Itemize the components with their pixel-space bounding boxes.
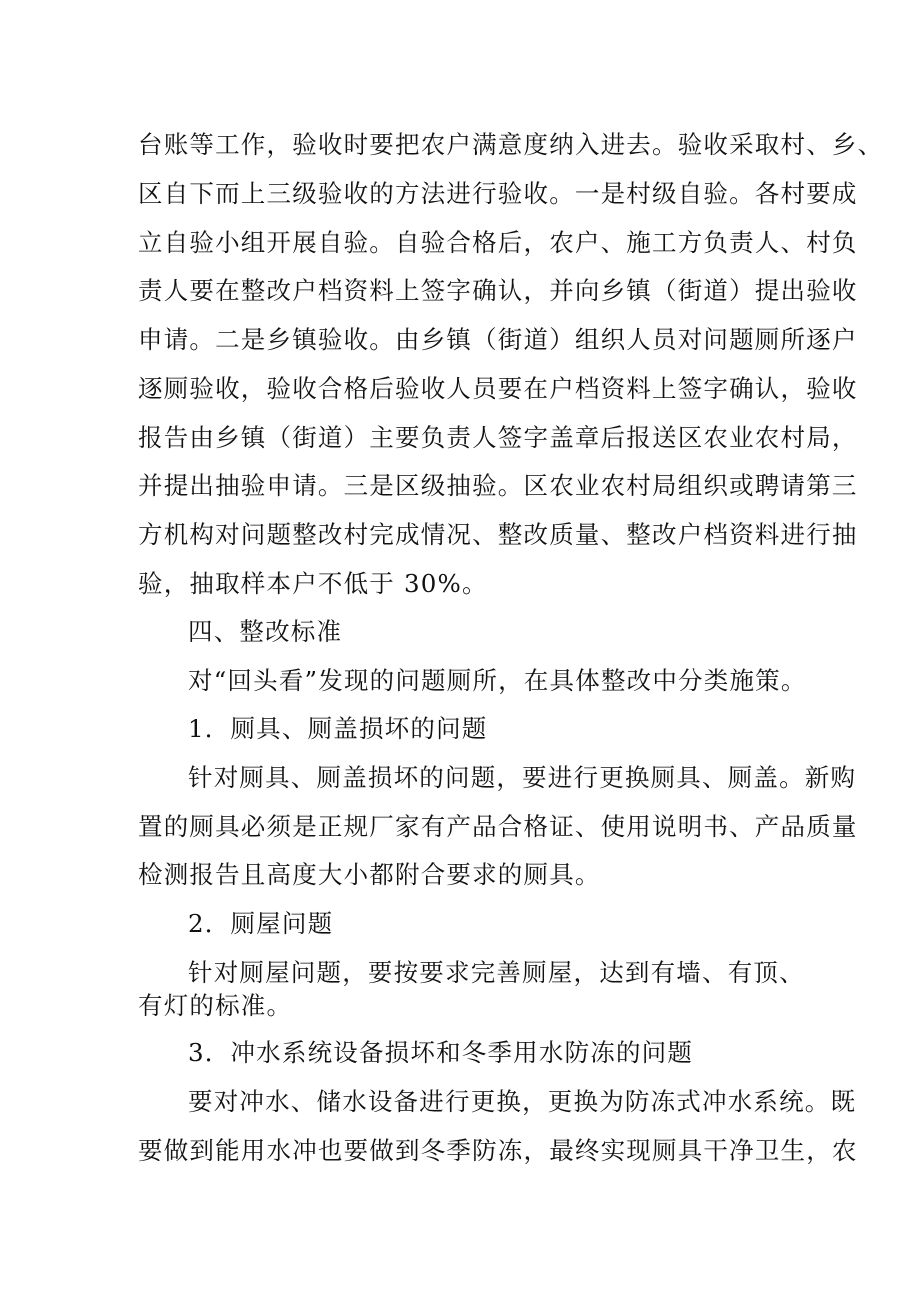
body-text-line: 逐厕验收，验收合格后验收人员要在户档资料上签字确认，验收 bbox=[138, 374, 858, 403]
subsection-heading: 2．厕屋问题 bbox=[188, 909, 334, 938]
body-text-line: 报告由乡镇（街道）主要负责人签字盖章后报送区农业农村局， bbox=[138, 423, 858, 452]
body-text-line: 方机构对问题整改村完成情况、整改质量、整改户档资料进行抽 bbox=[138, 520, 858, 549]
body-text-line: 要对冲水、储水设备进行更换，更换为防冻式冲水系统。既 bbox=[188, 1087, 857, 1116]
body-text-line: 验，抽取样本户不低于 30%。 bbox=[138, 569, 488, 598]
body-text-line: 立自验小组开展自验。自验合格后，农户、施工方负责人、村负 bbox=[138, 228, 858, 257]
body-text-line: 有灯的标准。 bbox=[138, 991, 293, 1020]
body-text-line: 申请。二是乡镇验收。由乡镇（街道）组织人员对问题厕所逐户 bbox=[138, 325, 858, 354]
body-text-line: 检测报告且高度大小都附合要求的厕具。 bbox=[138, 860, 601, 889]
body-text-line: 区自下而上三级验收的方法进行验收。一是村级自验。各村要成 bbox=[138, 179, 858, 208]
body-text-line: 针对厕屋问题，要按要求完善厕屋，达到有墙、有顶、 bbox=[188, 958, 805, 987]
body-text-line: 置的厕具必须是正规厂家有产品合格证、使用说明书、产品质量 bbox=[138, 812, 858, 841]
body-text-line: 要做到能用水冲也要做到冬季防冻，最终实现厕具干净卫生，农 bbox=[138, 1136, 858, 1165]
body-text-line: 并提出抽验申请。三是区级抽验。区农业农村局组织或聘请第三 bbox=[138, 471, 858, 500]
section-heading: 四、整改标准 bbox=[188, 617, 343, 646]
body-text-line: 针对厕具、厕盖损坏的问题，要进行更换厕具、厕盖。新购 bbox=[188, 763, 857, 792]
body-text-line: 对“回头看”发现的问题厕所，在具体整改中分类施策。 bbox=[188, 666, 807, 695]
subsection-heading: 1．厕具、厕盖损坏的问题 bbox=[188, 714, 488, 743]
body-text-line: 责人要在整改户档资料上签字确认，并向乡镇（街道）提出验收 bbox=[138, 276, 858, 305]
subsection-heading: 3．冲水系统设备损坏和冬季用水防冻的问题 bbox=[188, 1038, 694, 1067]
body-text-line: 台账等工作，验收时要把农户满意度纳入进去。验收采取村、乡、 bbox=[138, 130, 884, 159]
